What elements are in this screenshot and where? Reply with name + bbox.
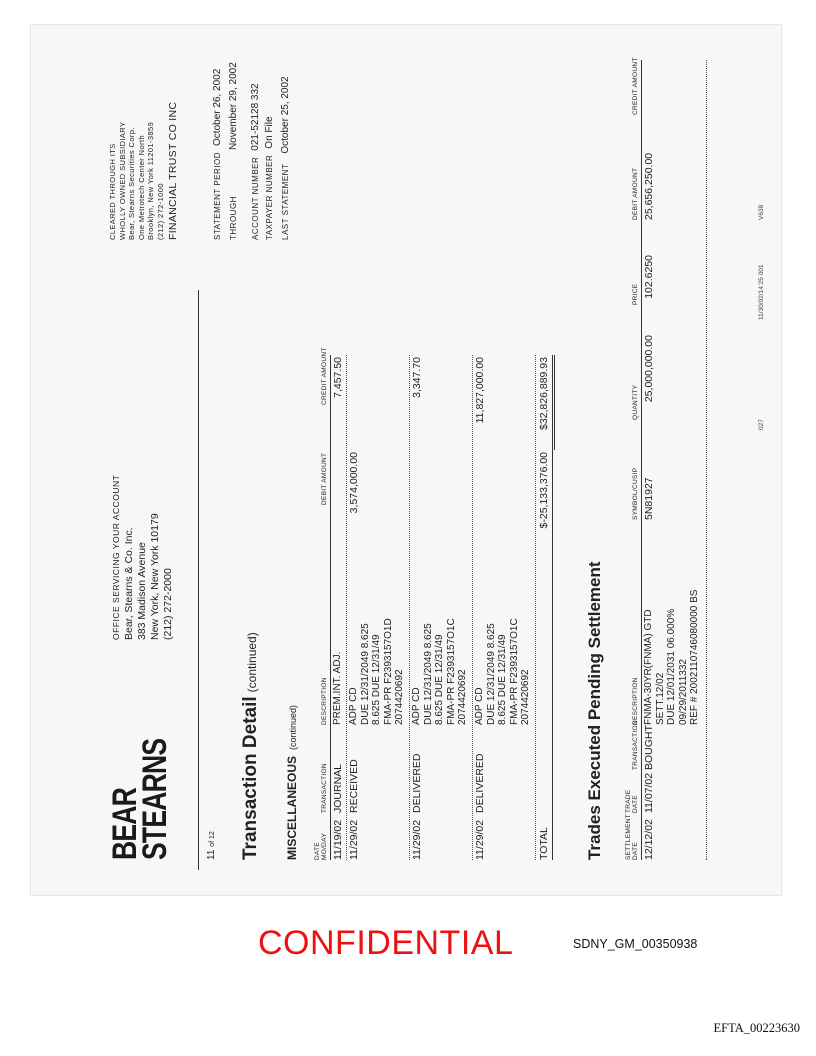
- account-number: [250, 83, 261, 240]
- row1-credit: 7,457.50: [332, 357, 344, 398]
- col-debit: DEBIT AMOUNT: [321, 452, 328, 505]
- total-credit: $32,826,889.93: [538, 357, 550, 430]
- col-credit: CREDIT AMOUNT: [321, 347, 328, 405]
- footer-code-3: V638: [758, 204, 765, 220]
- row3-credit: 3,347.70: [411, 357, 423, 398]
- office-address: [110, 475, 175, 640]
- pending-title: Trades Executed Pending Settlement: [585, 561, 604, 860]
- row2-divider: [409, 355, 410, 860]
- row2-desc-1: ADP CD: [348, 687, 359, 725]
- clearing-line-1: CLEARED THROUGH ITS: [108, 143, 117, 240]
- misc-section-sub: (continued): [288, 704, 298, 750]
- pending-desc-3: DUE 12/01/2031 06.000%: [666, 608, 677, 725]
- row4-desc-2: DUE 12/31/2049 8.625: [485, 623, 497, 725]
- row1-description: PREM.INT. ADJ.: [332, 651, 343, 725]
- pending-settle: 12/12/02: [643, 819, 655, 860]
- misc-section-heading: MISCELLANEOUS: [285, 755, 299, 860]
- last-value: October 25, 2002: [280, 76, 291, 154]
- col-pending-transaction: TRANSACTION: [632, 720, 639, 770]
- header-rule: [198, 290, 199, 870]
- row1-transaction: JOURNAL: [332, 763, 344, 813]
- table-head-rule: [330, 355, 331, 860]
- statement-period-value: October 26, 2002: [212, 68, 223, 146]
- col-symbol: SYMBOL/CUSIP: [632, 467, 639, 520]
- row3-desc-1: ADP CD: [411, 687, 422, 725]
- pending-transaction: BOUGHT: [643, 725, 655, 770]
- page-of: of 12: [209, 831, 216, 847]
- col-price: PRICE: [632, 283, 639, 305]
- row4-divider: [535, 355, 536, 860]
- last-label: LAST STATEMENT: [281, 163, 290, 240]
- row4-desc-3: 8.625 DUE 12/31/49: [497, 634, 508, 725]
- row3-desc-4: FMA-PR F2393157O1C: [445, 618, 457, 725]
- row3-description: [411, 618, 469, 725]
- total-debit: $-25,133,376.00: [538, 452, 550, 529]
- row2-description: [348, 618, 406, 725]
- pending-desc-2: SETT.12/02: [654, 672, 666, 725]
- row4-desc-4: FMA-PR F2393157O1C: [508, 618, 520, 725]
- row3-desc-5: 2074420692: [457, 669, 468, 725]
- row4-desc-1: ADP CD: [474, 687, 485, 725]
- bates-number: SDNY_GM_00350938: [573, 937, 698, 951]
- row3-desc-2: DUE 12/31/2049 8.625: [422, 623, 434, 725]
- footer-code-1: 027: [758, 419, 765, 430]
- row2-desc-5: 2074420692: [394, 669, 405, 725]
- pending-desc-4: 09/29/2011332: [677, 659, 689, 725]
- office-line-5: (212) 272-2000: [162, 568, 174, 640]
- pending-quantity: 25,000,000.00: [643, 335, 655, 403]
- clearing-line-4: One Metrotech Center North: [136, 134, 146, 240]
- efta-number: EFTA_00223630: [713, 1021, 800, 1035]
- statement-period-label: STATEMENT PERIOD: [213, 151, 222, 240]
- total-label: TOTAL: [538, 827, 550, 860]
- logo-line-1: BEAR: [106, 787, 144, 860]
- total-rule: [552, 355, 553, 860]
- col-description: DESCRIPTION: [321, 677, 328, 725]
- pending-divider: [706, 60, 707, 860]
- office-line-3: 383 Madison Avenue: [136, 542, 148, 640]
- pending-desc-5: REF # 2002110746080000 BS: [689, 589, 700, 725]
- pending-description: [643, 590, 701, 725]
- page-number: [206, 831, 217, 860]
- col-trade: TRADE DATE: [625, 789, 639, 813]
- transaction-detail-heading: Transaction Detail: [240, 696, 261, 860]
- office-line-4: New York, New York 10179: [149, 513, 161, 640]
- pending-debit: 25,656,250.00: [643, 152, 655, 220]
- clearing-line-6: (212) 272-1000: [155, 183, 165, 240]
- pending-trade: 11/07/02: [643, 772, 655, 813]
- pending-desc-1: FNMA-30YR(FNMA) GTD: [643, 609, 654, 725]
- page-current: 11: [206, 849, 217, 860]
- through-label: THROUGH: [229, 196, 238, 240]
- last-statement: [280, 76, 291, 240]
- col-transaction: TRANSACTION: [321, 763, 328, 813]
- taxpayer-label: TAXPAYER NUMBER: [265, 154, 274, 240]
- confidential-stamp: CONFIDENTIAL: [258, 924, 514, 962]
- row4-date: 11/29/02: [474, 819, 486, 860]
- transaction-detail-subtitle: (continued): [245, 632, 259, 693]
- through-date: [228, 62, 239, 240]
- office-line-1: OFFICE SERVICING YOUR ACCOUNT: [111, 474, 121, 640]
- pending-price: 102.6250: [643, 255, 655, 299]
- pending-symbol: 5N81927: [643, 477, 655, 520]
- row2-transaction: RECEIVED: [348, 759, 360, 813]
- through-value: November 29, 2002: [228, 62, 239, 151]
- row3-desc-3: 8.625 DUE 12/31/49: [434, 634, 445, 725]
- clearing-line-5: Brooklyn, New York 11201-3859: [146, 121, 155, 240]
- logo-line-2: STEARNS: [136, 738, 174, 860]
- office-line-2: Bear, Stearns & Co. Inc.: [123, 527, 135, 640]
- row2-desc-4: FMA-PR F2393157O1D: [382, 618, 394, 725]
- col-pending-description: DESCRIPTION: [632, 677, 639, 725]
- row3-date: 11/29/02: [411, 819, 423, 860]
- col-quantity: QUANTITY: [632, 384, 639, 420]
- clearing-line-2: WHOLLY OWNED SUBSIDIARY: [117, 121, 127, 240]
- row1-divider: [346, 355, 347, 860]
- clearing-line-3: Bear, Stearns Securities Corp.: [127, 127, 136, 240]
- taxpayer-value: On File: [264, 116, 275, 149]
- misc-section-title: [285, 705, 299, 860]
- row2-debit: 3,574,000.00: [348, 452, 360, 514]
- row2-desc-3: 8.625 DUE 12/31/49: [371, 634, 382, 725]
- row2-desc-2: DUE 12/31/2049 8.625: [359, 623, 371, 725]
- row3-transaction: DELIVERED: [411, 753, 423, 813]
- col-date: DATE MO/DAY: [314, 833, 328, 860]
- row2-date: 11/29/02: [348, 819, 360, 860]
- pending-head-rule: [641, 60, 642, 860]
- statement-period: [212, 69, 223, 240]
- footer-code-2: 11/30/02/14:25 001: [758, 264, 765, 320]
- account-value: 021-52128 332: [250, 83, 261, 151]
- col-pending-credit: CREDIT AMOUNT: [632, 57, 639, 115]
- taxpayer-number: [264, 116, 275, 240]
- account-label: ACCOUNT NUMBER: [251, 156, 260, 240]
- row4-desc-5: 2074420692: [520, 669, 531, 725]
- rotated-statement: [70, 30, 770, 900]
- row1-date: 11/19/02: [332, 819, 344, 860]
- bear-stearns-logo: [106, 738, 174, 860]
- row4-description: [474, 618, 532, 725]
- total-double-rule: [554, 355, 555, 450]
- col-settle: SETTLEMENT DATE: [625, 814, 639, 860]
- clearing-firm: [108, 102, 179, 240]
- col-pending-debit: DEBIT AMOUNT: [632, 167, 639, 220]
- transaction-detail-title: [240, 632, 262, 860]
- row4-transaction: DELIVERED: [474, 753, 486, 813]
- row4-credit: 11,827,000.00: [474, 357, 486, 424]
- client-name: FINANCIAL TRUST CO INC: [167, 101, 179, 240]
- row3-divider: [472, 355, 473, 860]
